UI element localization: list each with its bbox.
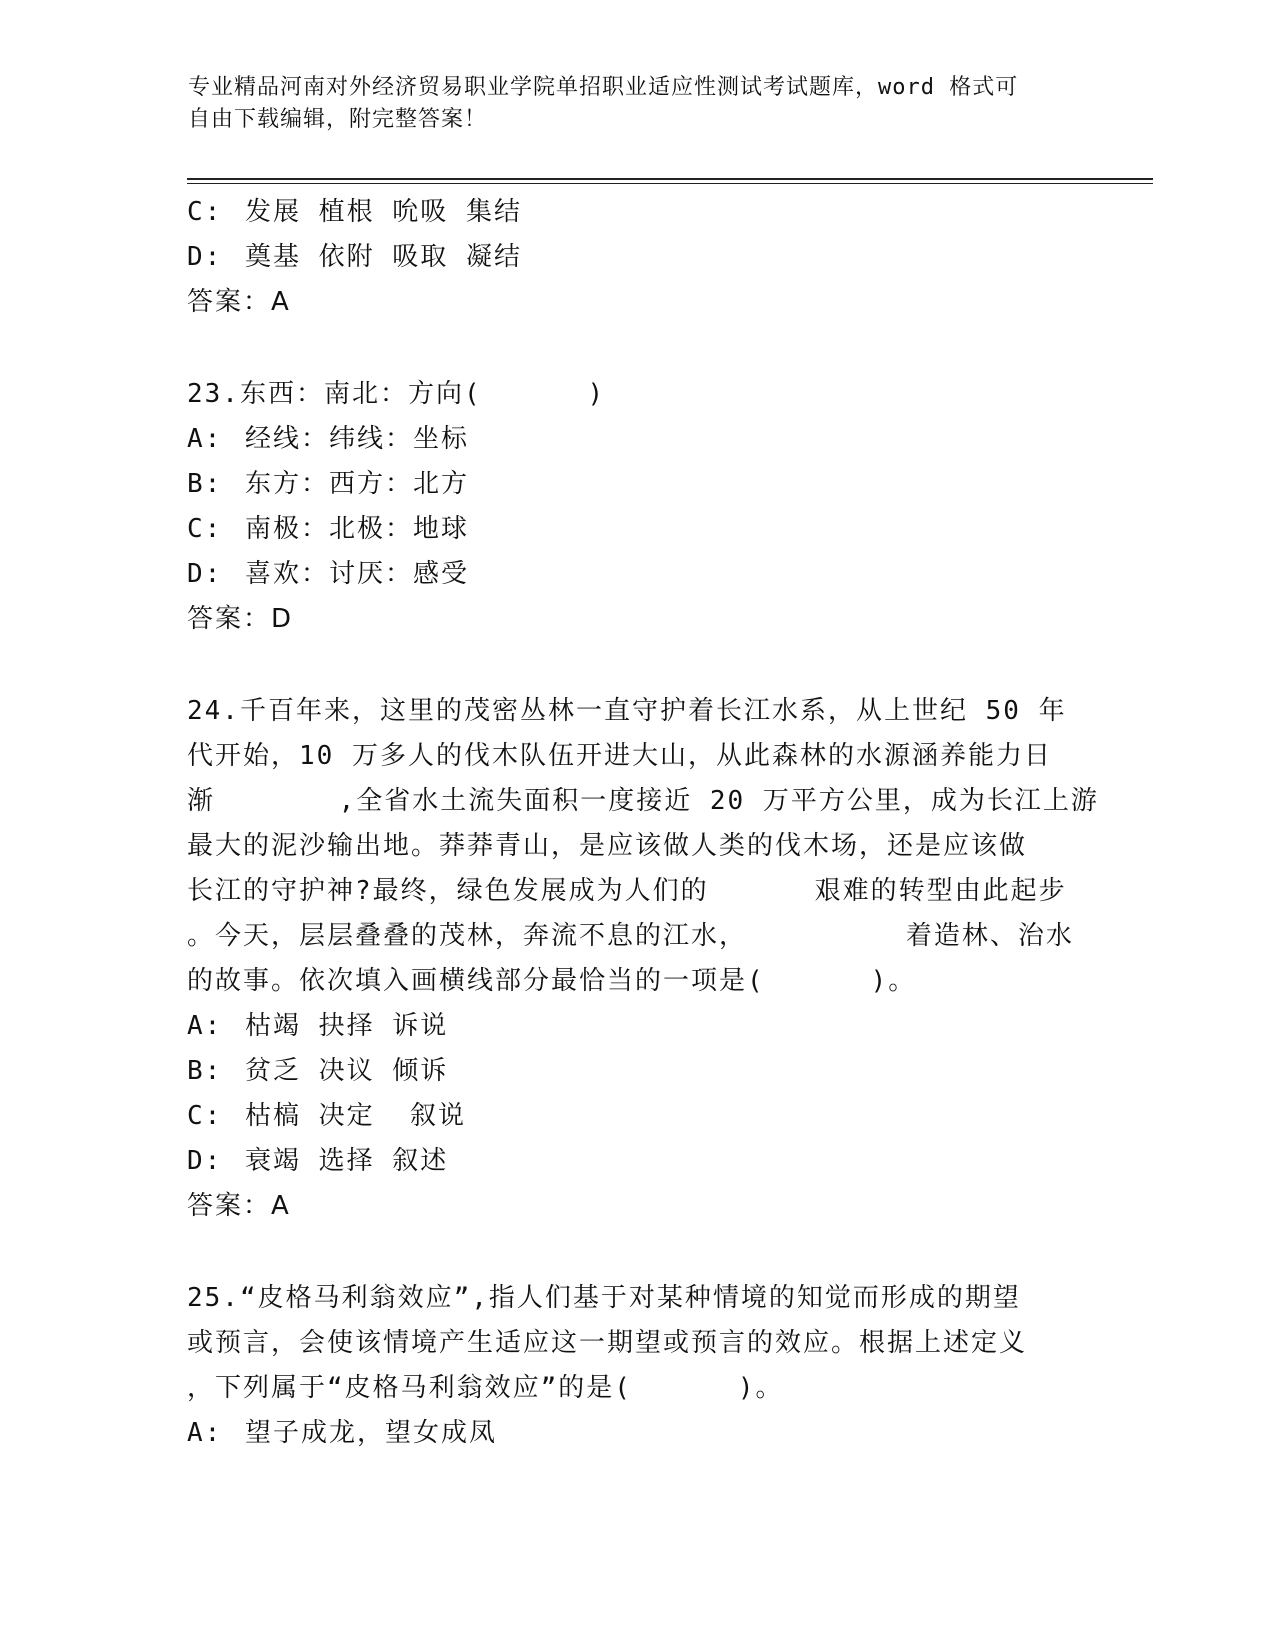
header-rule-thick [187, 178, 1153, 180]
q24-option-a [187, 1004, 1087, 1049]
q25-stem-line: 或预言，会使该情境产生适应这一期望或预言的效应。根据上述定义 [187, 1328, 1028, 1358]
q24-stem-line: 。今天，层层叠叠的茂林，奔流不息的江水， 着造林、治水 [187, 921, 1074, 951]
q24-stem-line: 最大的泥沙输出地。莽莽青山，是应该做人类的伐木场，还是应该做 [187, 831, 1028, 861]
option-text: 枯竭 抉择 诉说 [245, 1011, 449, 1041]
prev-answer: 答案：A [187, 287, 291, 317]
option-text: 枯槁 决定 叙说 [245, 1101, 466, 1131]
option-label: B: [187, 469, 223, 499]
option-label: D: [187, 242, 223, 272]
q25-option-a [187, 1411, 1087, 1456]
option-text: 奠基 依附 吸取 凝结 [245, 242, 522, 272]
option-text: 发展 植根 吮吸 集结 [245, 197, 522, 227]
q23-answer: 答案：D [187, 604, 294, 634]
option-label: A: [187, 1418, 223, 1448]
q23-option-d [187, 552, 1087, 597]
option-text: 喜欢：讨厌：感受 [245, 559, 470, 589]
question-content [187, 190, 1099, 1456]
q24-stem-line: 代开始，10 万多人的伐木队伍开进大山，从此森林的水源涵养能力日 [187, 741, 1052, 771]
option-label: B: [187, 1056, 223, 1086]
option-label: C: [187, 514, 223, 544]
option-label: D: [187, 559, 223, 589]
q25-stem-line: 25.“皮格马利翁效应”,指人们基于对某种情境的知觉而形成的期望 [187, 1283, 1021, 1313]
page-header [188, 72, 1068, 136]
option-label: C: [187, 197, 223, 227]
prev-option-c [187, 190, 1087, 235]
option-text: 望子成龙，望女成凤 [245, 1418, 498, 1448]
q25-stem-line: ，下列属于“皮格马利翁效应”的是( )。 [187, 1373, 784, 1403]
header-line-2: 自由下载编辑，附完整答案！ [188, 107, 488, 132]
q24-option-c [187, 1094, 1087, 1139]
q23-option-b [187, 462, 1087, 507]
option-label: A: [187, 424, 223, 454]
q23-option-c [187, 507, 1087, 552]
option-text: 东方：西方：北方 [245, 469, 470, 499]
prev-option-d [187, 235, 1087, 280]
option-label: D: [187, 1146, 223, 1176]
option-text: 衰竭 选择 叙述 [245, 1146, 449, 1176]
option-label: C: [187, 1101, 223, 1131]
q24-option-b [187, 1049, 1087, 1094]
option-label: A: [187, 1011, 223, 1041]
q23-option-a [187, 417, 1087, 462]
header-line-1: 专业精品河南对外经济贸易职业学院单招职业适应性测试考试题库，word 格式可 [188, 75, 1019, 100]
q24-stem-line: 渐 ,全省水土流失面积一度接近 20 万平方公里，成为长江上游 [187, 786, 1099, 816]
option-text: 经线：纬线：坐标 [245, 424, 470, 454]
option-text: 南极：北极：地球 [245, 514, 470, 544]
option-text: 贫乏 决议 倾诉 [245, 1056, 449, 1086]
q24-answer: 答案：A [187, 1191, 291, 1221]
q24-stem-line: 24.千百年来，这里的茂密丛林一直守护着长江水系，从上世纪 50 年 [187, 696, 1067, 726]
q24-option-d [187, 1139, 1087, 1184]
header-rule-thin [187, 183, 1153, 184]
q24-stem-line: 长江的守护神?最终，绿色发展成为人们的 艰难的转型由此起步 [187, 876, 1067, 906]
q23-stem: 23.东西：南北：方向( ) [187, 379, 606, 409]
q24-stem-line: 的故事。依次填入画横线部分最恰当的一项是( )。 [187, 966, 917, 996]
